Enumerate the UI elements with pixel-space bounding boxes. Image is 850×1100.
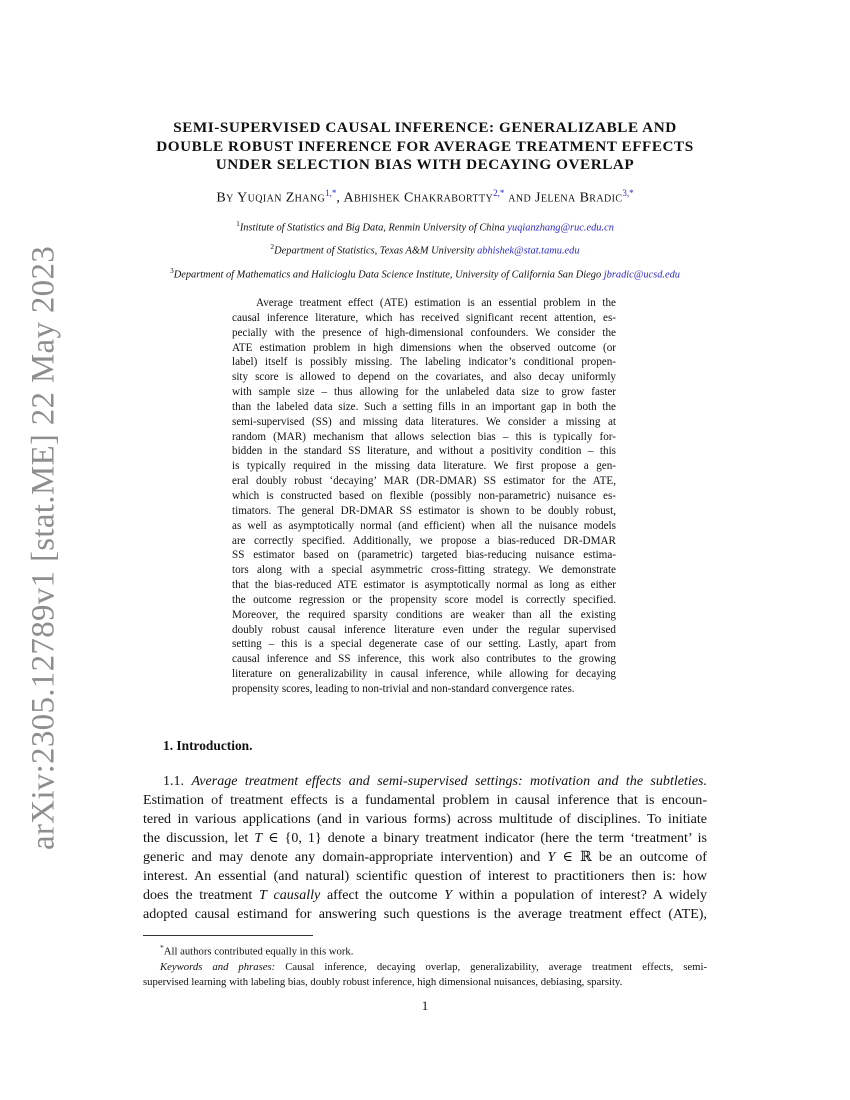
page-number: 1 bbox=[421, 998, 429, 1013]
author-footnote-link[interactable]: 2,* bbox=[493, 188, 505, 198]
author-list bbox=[140, 188, 710, 207]
abstract-line: tors along with a special asymmetric cross-fitting strategy. We demonstrate bbox=[232, 564, 616, 577]
email-link[interactable]: yuqianzhang@ruc.edu.cn bbox=[507, 222, 614, 234]
math-symbol: T bbox=[254, 830, 263, 846]
section-number: 1. bbox=[163, 738, 174, 753]
abstract-line: than the labeled data size. Such a setting fills in an important gap in both the bbox=[232, 400, 616, 413]
keywords-line bbox=[143, 960, 707, 975]
abstract-line: pecially with the presence of high-dimensional confounders. We consider the bbox=[232, 326, 616, 339]
affiliation-number: 3 bbox=[170, 266, 174, 275]
footnote-text: All authors contributed equally in this work. bbox=[163, 945, 354, 958]
abstract-line: literature on generalizability in causal inference, while allowing for decaying bbox=[232, 668, 616, 681]
abstract-line: the outcome regression or the propensity score model is correctly specified. bbox=[232, 593, 616, 606]
title-line: DOUBLE ROBUST INFERENCE FOR AVERAGE TREATMENT EFFECTS bbox=[156, 137, 694, 155]
text-run: does the treatment bbox=[143, 887, 253, 903]
abstract-line: causal inference literature, which has received significant recent attention, es- bbox=[232, 311, 616, 324]
body-line: tered in various applications (and in various forms) across multitude of disciplines. To initiate bbox=[143, 811, 707, 827]
title-line: UNDER SELECTION BIAS WITH DECAYING OVERLAP bbox=[215, 156, 635, 174]
keywords-line: supervised learning with labeling bias, doubly robust inference, high dimensional nuisances, debiasing, sparsity. bbox=[143, 975, 623, 988]
abstract-line: with sample size – thus allowing for the unlabeled data size to grow faster bbox=[232, 386, 616, 399]
affiliation-text: Institute of Statistics and Big Data, Renmin University of China bbox=[239, 222, 505, 234]
abstract-line: as well as asymptotically normal (and efficient) when all the nuisance models bbox=[232, 519, 616, 532]
abstract-line: random (MAR) mechanism that allows selection bias – this is typically for- bbox=[232, 430, 616, 443]
author-separator: , bbox=[336, 190, 341, 206]
footnote bbox=[143, 940, 707, 990]
affiliation bbox=[120, 242, 730, 256]
text-run: denote a binary treatment indicator (here the term ‘treatment’ is bbox=[327, 830, 707, 846]
abstract-line: sity score is allowed to depend on the covariates, and also decay uniformly bbox=[232, 371, 616, 384]
math-symbol: Y bbox=[444, 887, 452, 903]
body-line bbox=[143, 848, 707, 867]
email-link[interactable]: jbradic@ucsd.edu bbox=[603, 269, 680, 281]
text-run: within a population of interest? A widely bbox=[458, 887, 707, 903]
text-run: affect the outcome bbox=[326, 887, 438, 903]
abstract-line: which is constructed based on flexible (possibly non-parametric) nuisance es- bbox=[232, 489, 616, 502]
abstract-line: eral doubly robust ‘decaying’ MAR (DR-DMAR) SS estimator for the ATE, bbox=[232, 475, 616, 488]
section-heading bbox=[163, 738, 252, 754]
body-line bbox=[143, 886, 707, 905]
abstract-line: is typically required in the missing data literature. We first propose a gen- bbox=[232, 460, 616, 473]
abstract bbox=[232, 296, 616, 697]
author-name: Abhishek Chakrabortty bbox=[343, 190, 494, 206]
abstract-line: bidden in the standard SS literature, and without a positivity condition – this bbox=[232, 445, 616, 458]
author-footnote-link[interactable]: 1,* bbox=[325, 188, 337, 198]
subsection-number: 1.1. bbox=[163, 773, 185, 789]
body-line: interest. An essential (and natural) scientific question of interest to practitioners then is: how bbox=[143, 868, 707, 884]
abstract-line: Moreover, the required sparsity conditions are weaker than all the existing bbox=[232, 608, 616, 621]
section-title: Introduction. bbox=[176, 738, 253, 753]
footnote-rule bbox=[143, 935, 313, 936]
paper-title bbox=[140, 119, 710, 175]
keywords-label: Keywords and phrases: bbox=[160, 960, 276, 973]
by-label: By bbox=[216, 190, 234, 206]
arxiv-side-label: arXiv:2305.12789v1 [stat.ME] 22 May 2023 bbox=[25, 245, 62, 851]
affiliation-number: 2 bbox=[270, 242, 275, 251]
body-line bbox=[143, 772, 707, 791]
body-line: adopted causal estimand for answering such questions is the average treatment effect (ATE), bbox=[143, 906, 707, 922]
affiliation bbox=[120, 219, 730, 233]
abstract-line: propensity scores, leading to non-trivial and non-standard convergence rates. bbox=[232, 682, 575, 695]
author-name: Yuqian Zhang bbox=[237, 190, 326, 206]
keywords-text: Causal inference, decaying overlap, generalizability, average treatment effects, semi- bbox=[285, 960, 707, 973]
abstract-line: causal inference and SS inference, this work also contributes to the growing bbox=[232, 653, 616, 666]
abstract-line: timators. The general DR-DMAR SS estimator is shown to be doubly robust, bbox=[232, 504, 616, 517]
footnote-line bbox=[143, 940, 707, 960]
affiliation-number: 1 bbox=[236, 219, 240, 228]
abstract-line: label) itself is possibly missing. The labeling indicator’s conditional propen- bbox=[232, 356, 616, 369]
email-link[interactable]: abhishek@stat.tamu.edu bbox=[477, 245, 580, 257]
abstract-line: semi-supervised (SS) and missing data literatures. We consider a missing at bbox=[232, 415, 616, 428]
text-run: generic and may denote any domain-appropriate intervention) and bbox=[143, 849, 541, 865]
body-text bbox=[143, 772, 707, 924]
affiliation bbox=[120, 266, 730, 280]
text-run: be an outcome of bbox=[598, 849, 707, 865]
body-line: Estimation of treatment effects is a fundamental problem in causal inference that is encoun- bbox=[143, 792, 707, 808]
body-line bbox=[143, 829, 707, 848]
abstract-line: that the bias-reduced ATE estimator is asymptotically normal as long as either bbox=[232, 579, 616, 592]
math-symbol: T bbox=[258, 887, 267, 903]
affiliation-text: Department of Statistics, Texas A&M University bbox=[274, 245, 475, 257]
author-footnote-link[interactable]: 3,* bbox=[622, 188, 634, 198]
math-expression: ∈ ℝ bbox=[562, 849, 592, 865]
abstract-line: ATE estimation problem in high dimensions when the observed outcome (or bbox=[232, 341, 616, 354]
text-run: the discussion, let bbox=[143, 830, 249, 846]
affiliation-text: Department of Mathematics and Halicioglu Data Science Institute, University of California San Diego bbox=[173, 269, 602, 281]
author-name: Jelena Bradic bbox=[535, 190, 623, 206]
math-expression: ∈ {0, 1} bbox=[268, 830, 322, 846]
subsection-title: Average treatment effects and semi-supervised settings: motivation and the subtleties. bbox=[191, 773, 707, 789]
emphasis: causally bbox=[273, 887, 321, 903]
title-line: SEMI-SUPERVISED CAUSAL INFERENCE: GENERALIZABLE AND bbox=[173, 119, 677, 136]
abstract-line: Average treatment effect (ATE) estimation is an essential problem in the bbox=[256, 297, 616, 309]
abstract-line: SS estimator based on (parametric) targeted bias-reducing nuisance estima- bbox=[232, 549, 616, 562]
footnote-mark: * bbox=[160, 943, 164, 952]
math-symbol: Y bbox=[547, 849, 556, 865]
abstract-line: setting – this is a special degenerate case of our setting. Lastly, apart from bbox=[232, 638, 616, 651]
abstract-line: are correctly specified. Additionally, we propose a bias-reduced DR-DMAR bbox=[232, 534, 616, 547]
and-label: and bbox=[508, 190, 532, 206]
abstract-line: doubly robust causal inference literature even under the regular supervised bbox=[232, 623, 616, 636]
